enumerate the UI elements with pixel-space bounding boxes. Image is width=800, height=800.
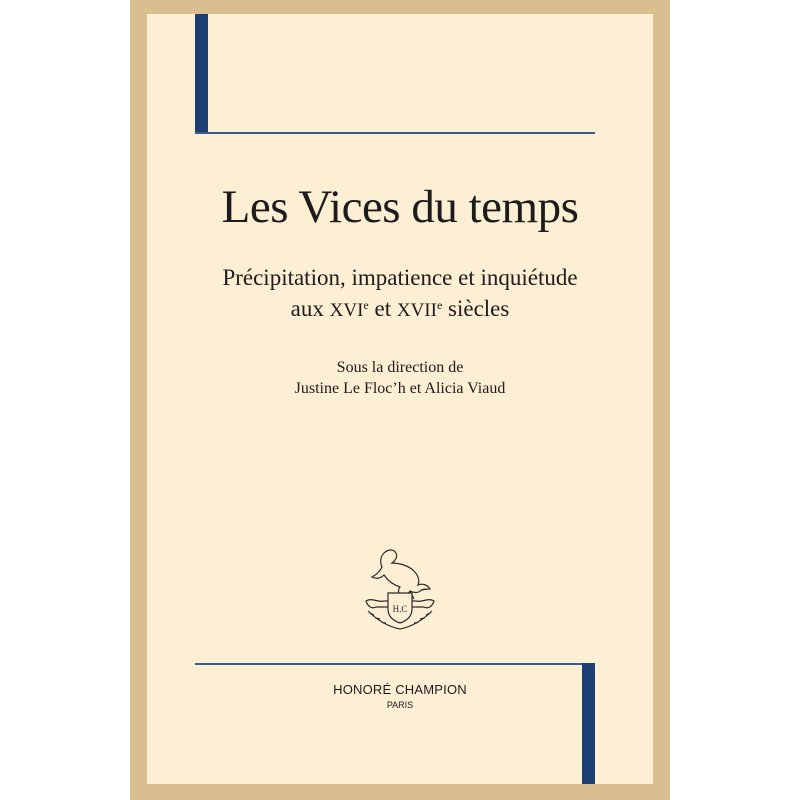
top-divider-line (195, 132, 595, 134)
direction-label: Sous la direction de (336, 359, 464, 376)
publisher-city: PARIS (386, 700, 414, 710)
book-cover-paper (147, 14, 653, 784)
century-16: XVI (329, 300, 364, 321)
century-17-sup: e (436, 298, 443, 312)
publisher-name: HONORÉ CHAMPION (333, 682, 467, 697)
book-subtitle (147, 262, 653, 326)
subtitle-line-1: Précipitation, impatience et inquiétude (222, 265, 578, 290)
subtitle-line-2 (147, 293, 653, 326)
subtitle-prefix: aux (290, 296, 330, 321)
subtitle-suffix: siècles (442, 296, 510, 321)
subtitle-mid: et (368, 296, 397, 321)
editors-names: Justine Le Floc’h et Alicia Viaud (294, 380, 506, 397)
emblem-initials: H.C (392, 604, 408, 614)
bottom-divider-line (195, 663, 595, 665)
book-title: Les Vices du temps (221, 181, 579, 233)
publisher-emblem-icon (348, 545, 452, 635)
top-blue-bar (195, 14, 208, 134)
century-16-sup: e (363, 298, 369, 312)
editorial-direction (147, 357, 653, 399)
century-17: XVII (396, 300, 437, 321)
